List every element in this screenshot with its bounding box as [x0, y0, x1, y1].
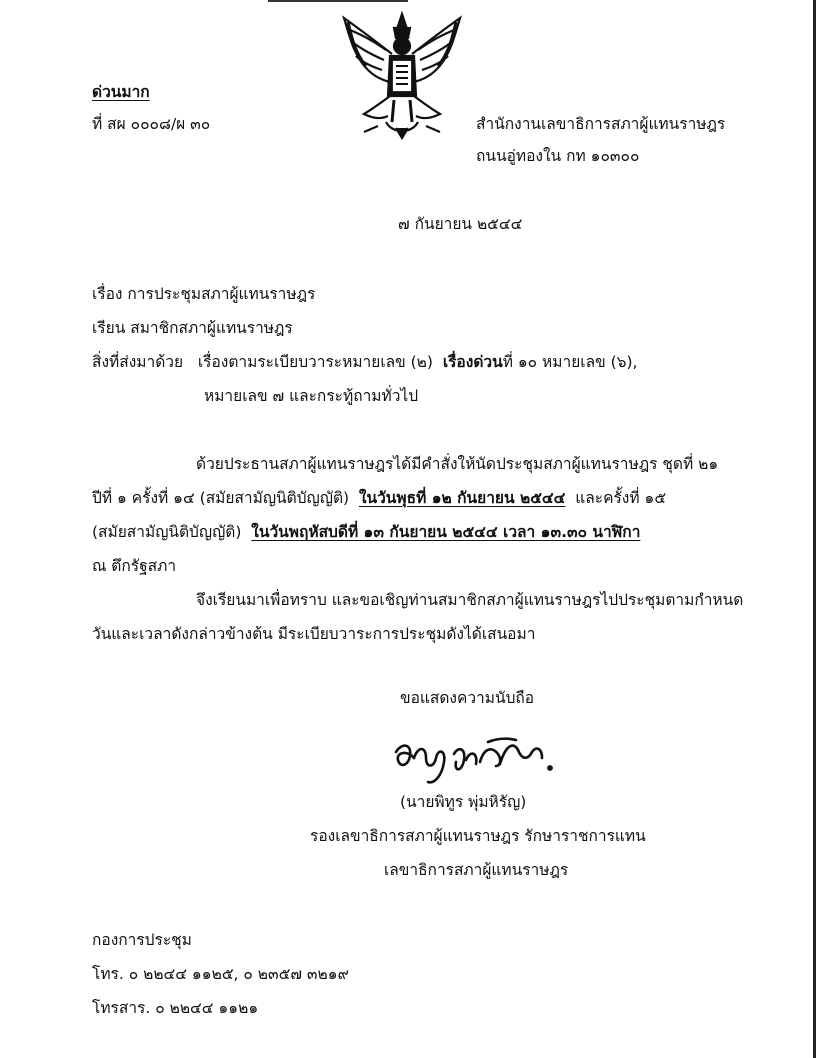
- body-p1-line-4: ณ ตึกรัฐสภา: [92, 557, 177, 575]
- top-edge-mark: [268, 0, 408, 2]
- handwritten-signature: [388, 732, 588, 788]
- enclosure-part-1: เรื่องตามระเบียบวาระหมายเลข (๒): [197, 353, 433, 371]
- signatory-title-1: รองเลขาธิการสภาผู้แทนราษฎร รักษาราชการแทน: [310, 827, 646, 845]
- body-p1-line-3-part-1: (สมัยสามัญนิติบัญญัติ): [92, 523, 242, 541]
- body-p1-line-1: ด้วยประธานสภาผู้แทนราษฎรได้มีคำสั่งให้นัดประชุมสภาผู้แทนราษฎร ชุดที่ ๒๑: [196, 455, 719, 473]
- enclosure-part-2: ที่ ๑๐ หมายเลข (๖),: [502, 353, 638, 371]
- office-address: ถนนอู่ทองใน กท ๑๐๓๐๐: [476, 147, 640, 165]
- reference-number: ที่ สผ ๐๐๐๘/ผ ๓๐: [92, 115, 211, 133]
- enclosure-line-1: [92, 352, 637, 372]
- fax-number: โทรสาร. ๐ ๒๒๔๔ ๑๑๒๑: [92, 999, 259, 1017]
- office-name: สำนักงานเลขาธิการสภาผู้แทนราษฎร: [476, 115, 726, 133]
- department: กองการประชุม: [92, 931, 192, 949]
- closing-phrase: ขอแสดงความนับถือ: [400, 689, 535, 707]
- phone-numbers: โทร. ๐ ๒๒๔๔ ๑๑๒๕, ๐ ๒๓๕๗ ๓๒๑๙: [92, 965, 349, 983]
- body-p2-line-1: จึงเรียนมาเพื่อทราบ และขอเชิญท่านสมาชิกสภาผู้แทนราษฎรไปประชุมตามกำหนด: [196, 591, 744, 609]
- meeting-date-1: ในวันพุธที่ ๑๒ กันยายน ๒๕๔๔: [358, 489, 566, 507]
- body-p2-line-2: วันและเวลาดังกล่าวข้างต้น มีระเบียบวาระการประชุมดังได้เสนอมา: [92, 625, 536, 643]
- body-p1-line-2-part-2: และครั้งที่ ๑๕: [575, 489, 667, 507]
- body-p1-line-3: [92, 522, 640, 542]
- enclosure-line-2: หมายเลข ๗ และกระทู้ถามทั่วไป: [204, 387, 419, 405]
- meeting-date-2: ในวันพฤหัสบดีที่ ๑๓ กันยายน ๒๕๔๔ เวลา ๑๓.๓๐ นาฬิกา: [251, 523, 641, 541]
- urgency-label: ด่วนมาก: [92, 83, 150, 101]
- body-p1-line-2: [92, 488, 666, 508]
- enclosure-label: สิ่งที่ส่งมาด้วย: [92, 353, 184, 371]
- document-date: ๗ กันยายน ๒๕๔๔: [398, 215, 523, 233]
- subject-line: เรื่อง การประชุมสภาผู้แทนราษฎร: [92, 285, 316, 303]
- body-p1-line-2-part-1: ปีที่ ๑ ครั้งที่ ๑๔ (สมัยสามัญนิติบัญญัติ): [92, 489, 350, 507]
- enclosure-urgent: เรื่องด่วน: [442, 353, 503, 371]
- signatory-name: (นายพิทูร พุ่มหิรัญ): [400, 793, 527, 811]
- signatory-title-2: เลขาธิการสภาผู้แทนราษฎร: [384, 861, 569, 879]
- garuda-emblem-icon: [334, 10, 470, 140]
- recipient-line: เรียน สมาชิกสภาผู้แทนราษฎร: [92, 319, 293, 337]
